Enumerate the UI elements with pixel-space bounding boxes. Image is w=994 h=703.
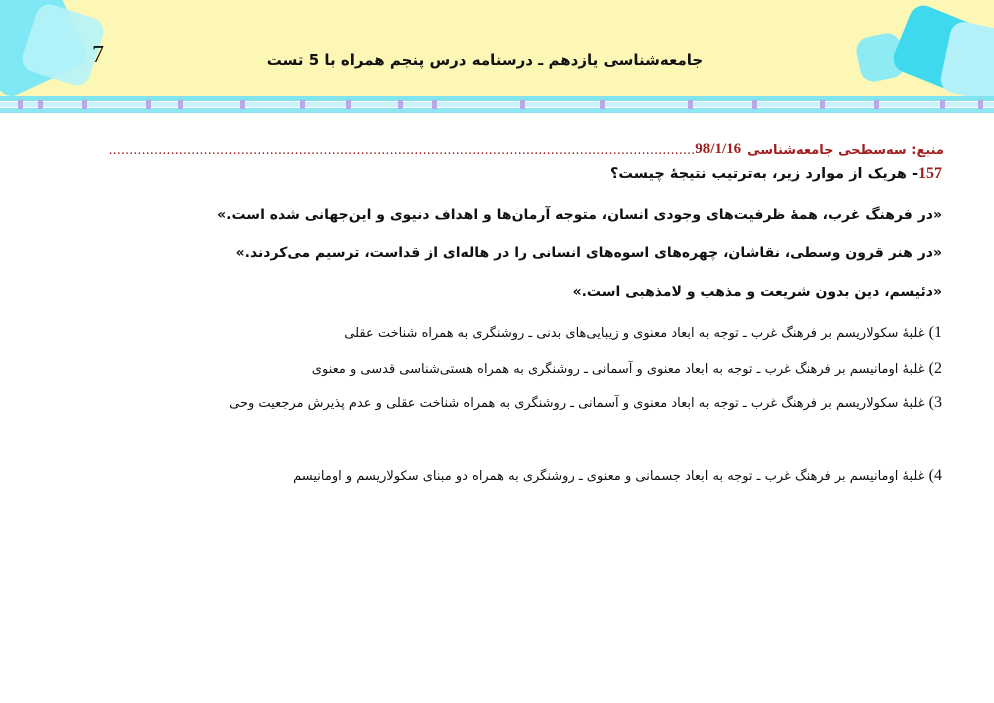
option-text: غلبهٔ سکولاریسم بر فرهنگ غرب ـ توجه به ابعاد معنوی و آسمانی ـ روشنگری به همراه شناخت عقلی و عدم پذیرش مرجعیت وحی bbox=[229, 396, 929, 411]
source-date: 98/1/16 bbox=[695, 141, 742, 157]
option-number: 1) bbox=[928, 324, 942, 341]
answer-option-1 bbox=[62, 314, 942, 353]
option-text: غلبهٔ اومانیسم بر فرهنگ غرب ـ توجه به ابعاد معنوی و آسمانی ـ روشنگری به همراه هستی‌شناسی قدسی و معنوی bbox=[311, 362, 929, 377]
option-number: 4) bbox=[928, 467, 942, 484]
quote-2: «در هنر قرون وسطی، نقاشان، چهره‌های اسوه‌های انسانی را در هاله‌ای از قداست، ترسیم می‌کردند.» bbox=[235, 245, 942, 261]
question-number: 157 bbox=[918, 165, 942, 182]
answer-option-3 bbox=[62, 384, 942, 423]
option-text: غلبهٔ سکولاریسم بر فرهنگ غرب ـ توجه به ابعاد معنوی و زیبایی‌های بدنی ـ روشنگری به همراه شناخت عقلی bbox=[344, 326, 929, 341]
decorative-stripes bbox=[0, 96, 994, 120]
source-label: منبع: سه‌سطحی جامعه‌شناسی bbox=[747, 143, 944, 158]
answer-option-4 bbox=[62, 457, 942, 496]
option-number: 2) bbox=[928, 360, 942, 377]
header-banner bbox=[0, 0, 994, 100]
header-title: جامعه‌شناسی یازدهم ـ درسنامه درس پنجم همراه با 5 تست bbox=[266, 51, 704, 69]
quote-3: «دئیسم، دین بدون شریعت و مذهب و لامذهبی است.» bbox=[572, 284, 942, 300]
question-stem bbox=[62, 165, 942, 183]
question-text: - هریک از موارد زیر، به‌ترتیب نتیجهٔ چیست؟ bbox=[609, 166, 918, 182]
source-dots: .............................................................................................................................................. bbox=[108, 143, 696, 158]
option-text: غلبهٔ اومانیسم بر فرهنگ غرب ـ توجه به ابعاد جسمانی و معنوی ـ روشنگری به همراه دو مبنای سکولاریسم و اومانیسم bbox=[293, 469, 929, 484]
option-number: 3) bbox=[928, 394, 942, 411]
quote-1: «در فرهنگ غرب، همهٔ ظرفیت‌های وجودی انسان، متوجه آرمان‌ها و اهداف دنیوی و این‌جهانی شده است.» bbox=[217, 207, 942, 223]
source-line bbox=[46, 136, 944, 158]
page-number: 7 bbox=[92, 42, 104, 68]
